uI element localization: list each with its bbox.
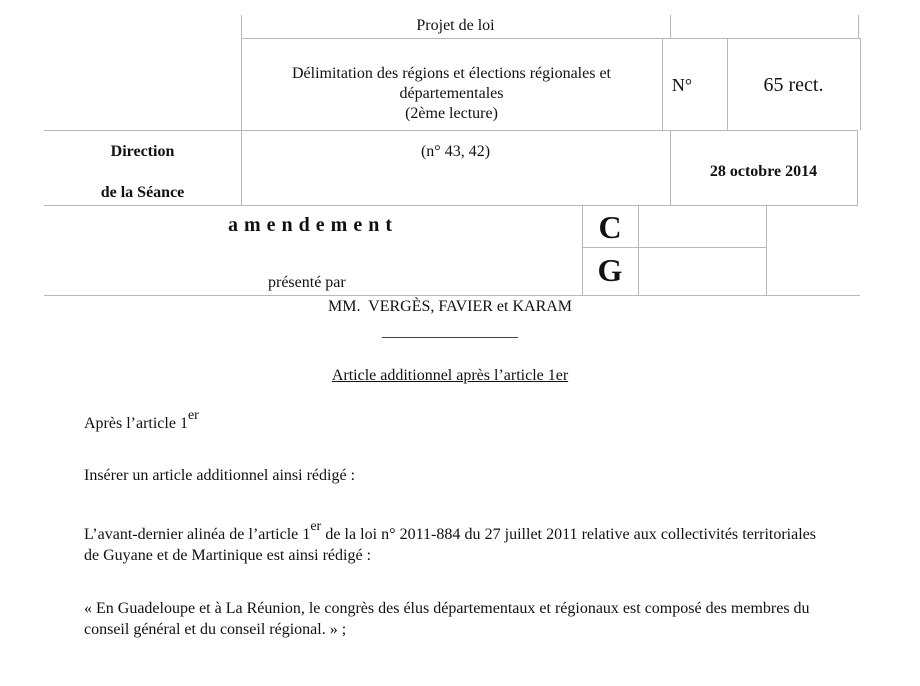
direction-label: de la Séance	[100, 184, 185, 201]
authors: MM. VERGÈS, FAVIER et KARAM	[327, 298, 573, 315]
separator: _________________	[382, 323, 518, 340]
presented-by-label: présenté par	[268, 274, 346, 291]
code-g: G	[597, 252, 623, 288]
amendment-title: amendement	[228, 214, 398, 236]
grid-line	[766, 205, 767, 295]
bill-title	[241, 64, 662, 124]
grid-line	[44, 130, 858, 131]
bill-title-line: départementales	[399, 85, 504, 102]
paragraph-text: de la loi n° 2011-884 du 27 juillet 2011 relative aux collectivités territoriales de Guyane et de Martinique est ainsi rédigé :	[84, 526, 817, 564]
session-date: 28 octobre 2014	[709, 163, 818, 180]
number-label: N°	[671, 75, 693, 95]
grid-line	[858, 15, 859, 38]
superscript: er	[310, 519, 322, 534]
grid-line	[241, 38, 861, 39]
reading-label: (2ème lecture)	[405, 105, 498, 122]
paragraph-text: L’avant-dernier alinéa de l’article 1	[84, 526, 311, 543]
direction-label: Direction	[110, 143, 175, 160]
bill-title-line: Délimitation des régions et élections régionales et	[291, 65, 611, 82]
amendment-number: 65 rect.	[763, 74, 824, 96]
after-article-line	[84, 408, 816, 434]
document-type: Projet de loi	[416, 17, 495, 34]
grid-line	[44, 295, 860, 296]
grid-line	[860, 38, 861, 130]
grid-line	[44, 205, 858, 206]
quoted-text: « En Guadeloupe et à La Réunion, le congrès des élus départementaux et régionaux est composé des membres du conseil général et du conseil régional. » ;	[84, 600, 810, 638]
grid-line	[670, 15, 671, 38]
superscript: er	[187, 408, 199, 423]
article-heading: Article additionnel après l’article 1er	[331, 367, 569, 384]
grid-line	[638, 205, 639, 295]
texts-reference: (n° 43, 42)	[420, 143, 491, 160]
grid-line	[582, 247, 767, 248]
code-c: C	[598, 209, 622, 245]
after-article-text: Après l’article 1	[84, 415, 188, 432]
insert-instruction: Insérer un article additionnel ainsi rédigé :	[84, 467, 356, 484]
amendment-paragraph	[84, 519, 817, 566]
grid-line	[857, 130, 858, 205]
